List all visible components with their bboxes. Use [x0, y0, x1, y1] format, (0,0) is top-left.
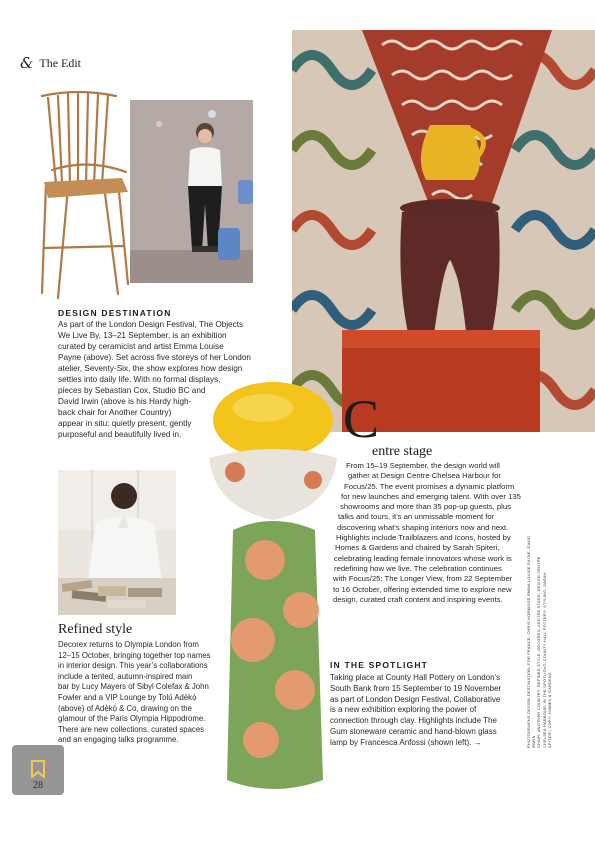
centre-stage-dropcap: C — [343, 389, 380, 449]
body-line: curated by ceramicist and artist Emma Louise — [58, 342, 224, 351]
credit-line: PHOTOGRAPHS DESIGN DESTINATION: FOR FRANCE: CHRIS HORWOOD EMMA LOUISE PAYNE, DAVID IRWIN — [527, 535, 537, 748]
centre-stage-heading: entre stage — [372, 444, 433, 459]
body-line: and an engaging talks programme. — [58, 735, 179, 745]
body-line: showrooms and more than 35 pop-up guests, plus — [340, 502, 511, 512]
body-line: discovering what’s shaping interiors now and next. — [337, 522, 509, 532]
body-line: (above) of Adẹ̀kọ́ & Co, drawing on the — [58, 703, 192, 713]
body-line: celebrating leading female innovators whose work is — [334, 553, 512, 563]
edit-logo: & — [20, 54, 34, 72]
body-line: to 16 October, offering extended time to explore new — [333, 584, 512, 594]
body-line: glamour of the Paris Olympia Hippodrome. — [58, 714, 206, 724]
body-line: atelier, Seventy-Six, the show explores how design — [58, 364, 243, 373]
body-line: There are new collections, curated spaces — [58, 724, 205, 734]
body-line: 12–15 October, bringing together top names — [58, 650, 211, 660]
body-line: As part of the London Design Festival, The Objects — [58, 320, 244, 329]
body-line: talks and tours, it’s an unmissable moment for — [338, 512, 495, 522]
body-line: in interior design. This year’s collaborations — [58, 661, 208, 671]
body-line: Decorex returns to Olympia London from — [58, 640, 199, 649]
credit-line: CHELSEA HARBOUR; IN THE SPOTLIGHT: COUNTY HALL POTTERY; STYLING: SARAH — [542, 572, 547, 748]
body-line: with Focus/25: The Longer View, from 22 September — [333, 574, 513, 584]
body-line: purposeful and beautifully lived in. — [58, 430, 182, 439]
curator-portrait-photo — [130, 100, 253, 283]
windsor-chair-photo — [38, 88, 130, 300]
body-line: pieces by Sebastian Cox, Studio BC and — [58, 386, 206, 395]
body-line: Payne (above). Set across five storeys of her London — [58, 353, 251, 362]
credit-line: CHAIR: ANOTHER COUNTRY; REFINED STYLE: DECOREX; CENTRE STAGE: DESIGN CENTRE — [537, 556, 542, 748]
body-line: for new launches and emerging talent. With over 135 — [341, 491, 521, 501]
body-line: From 15–19 September, the design world will — [346, 461, 500, 470]
body-line: is a new exhibition exploring the power of — [330, 705, 477, 715]
body-line: Focus/25. The event promises a dynamic platform — [344, 481, 515, 491]
spotlight-body — [330, 673, 530, 749]
credit-line: SPITERI; COPY: HOMES & GARDENS — [547, 672, 552, 748]
body-line: Highlights include Trailblazers and Icons, hosted by — [336, 533, 511, 543]
centre-stage-body — [304, 461, 530, 605]
body-line: lamp by Francesca Anfossi (shown left). → — [330, 737, 482, 747]
body-line: appear in situ: quietly present, gently — [58, 419, 192, 428]
body-line: redefining how we live. The celebration continues — [334, 563, 502, 573]
body-line: David Irwin (above is his Hardy high- — [58, 397, 192, 406]
body-line: connection through clay. Highlights include The — [330, 716, 497, 726]
page-number: 28 — [33, 780, 43, 791]
photo-credits — [527, 528, 553, 748]
body-line: bar by Lucy Mayers of Sibyl Colefax & John — [58, 682, 209, 692]
section-header — [20, 54, 81, 72]
body-line: South Bank from 15 September to 19 November — [330, 683, 502, 693]
body-line: as part of London Design Festival, Collaborative — [330, 694, 501, 704]
body-line: Gum stoneware ceramic and hand-blown glass — [330, 726, 497, 736]
body-line: We Live By, 13–21 September, is an exhibition — [58, 331, 227, 340]
spotlight-heading: IN THE SPOTLIGHT — [330, 660, 429, 670]
body-line: back chair for Another Country) — [58, 408, 172, 417]
body-line: Fowler and a VIP Lounge by Tolú Adẹ̀kọ́ — [58, 692, 197, 702]
designer-portrait-photo — [58, 470, 176, 615]
body-line: design, curated craft content and inspiring events. — [333, 594, 503, 604]
design-destination-heading: DESIGN DESTINATION — [58, 308, 172, 318]
body-line: gather at Design Centre Chelsea Harbour for — [348, 471, 501, 481]
body-line: Taking place at County Hall Pottery on London’s — [330, 673, 501, 682]
body-line: settles into daily life. With no formal displays, — [58, 375, 221, 384]
showroom-vignette-photo — [292, 30, 595, 432]
body-line: include a tented, autumn-inspired main — [58, 671, 193, 681]
refined-style-heading: Refined style — [58, 622, 133, 637]
section-title: The Edit — [39, 55, 82, 70]
body-line: Homes & Gardens and chaired by Sarah Spiteri, — [335, 543, 500, 553]
